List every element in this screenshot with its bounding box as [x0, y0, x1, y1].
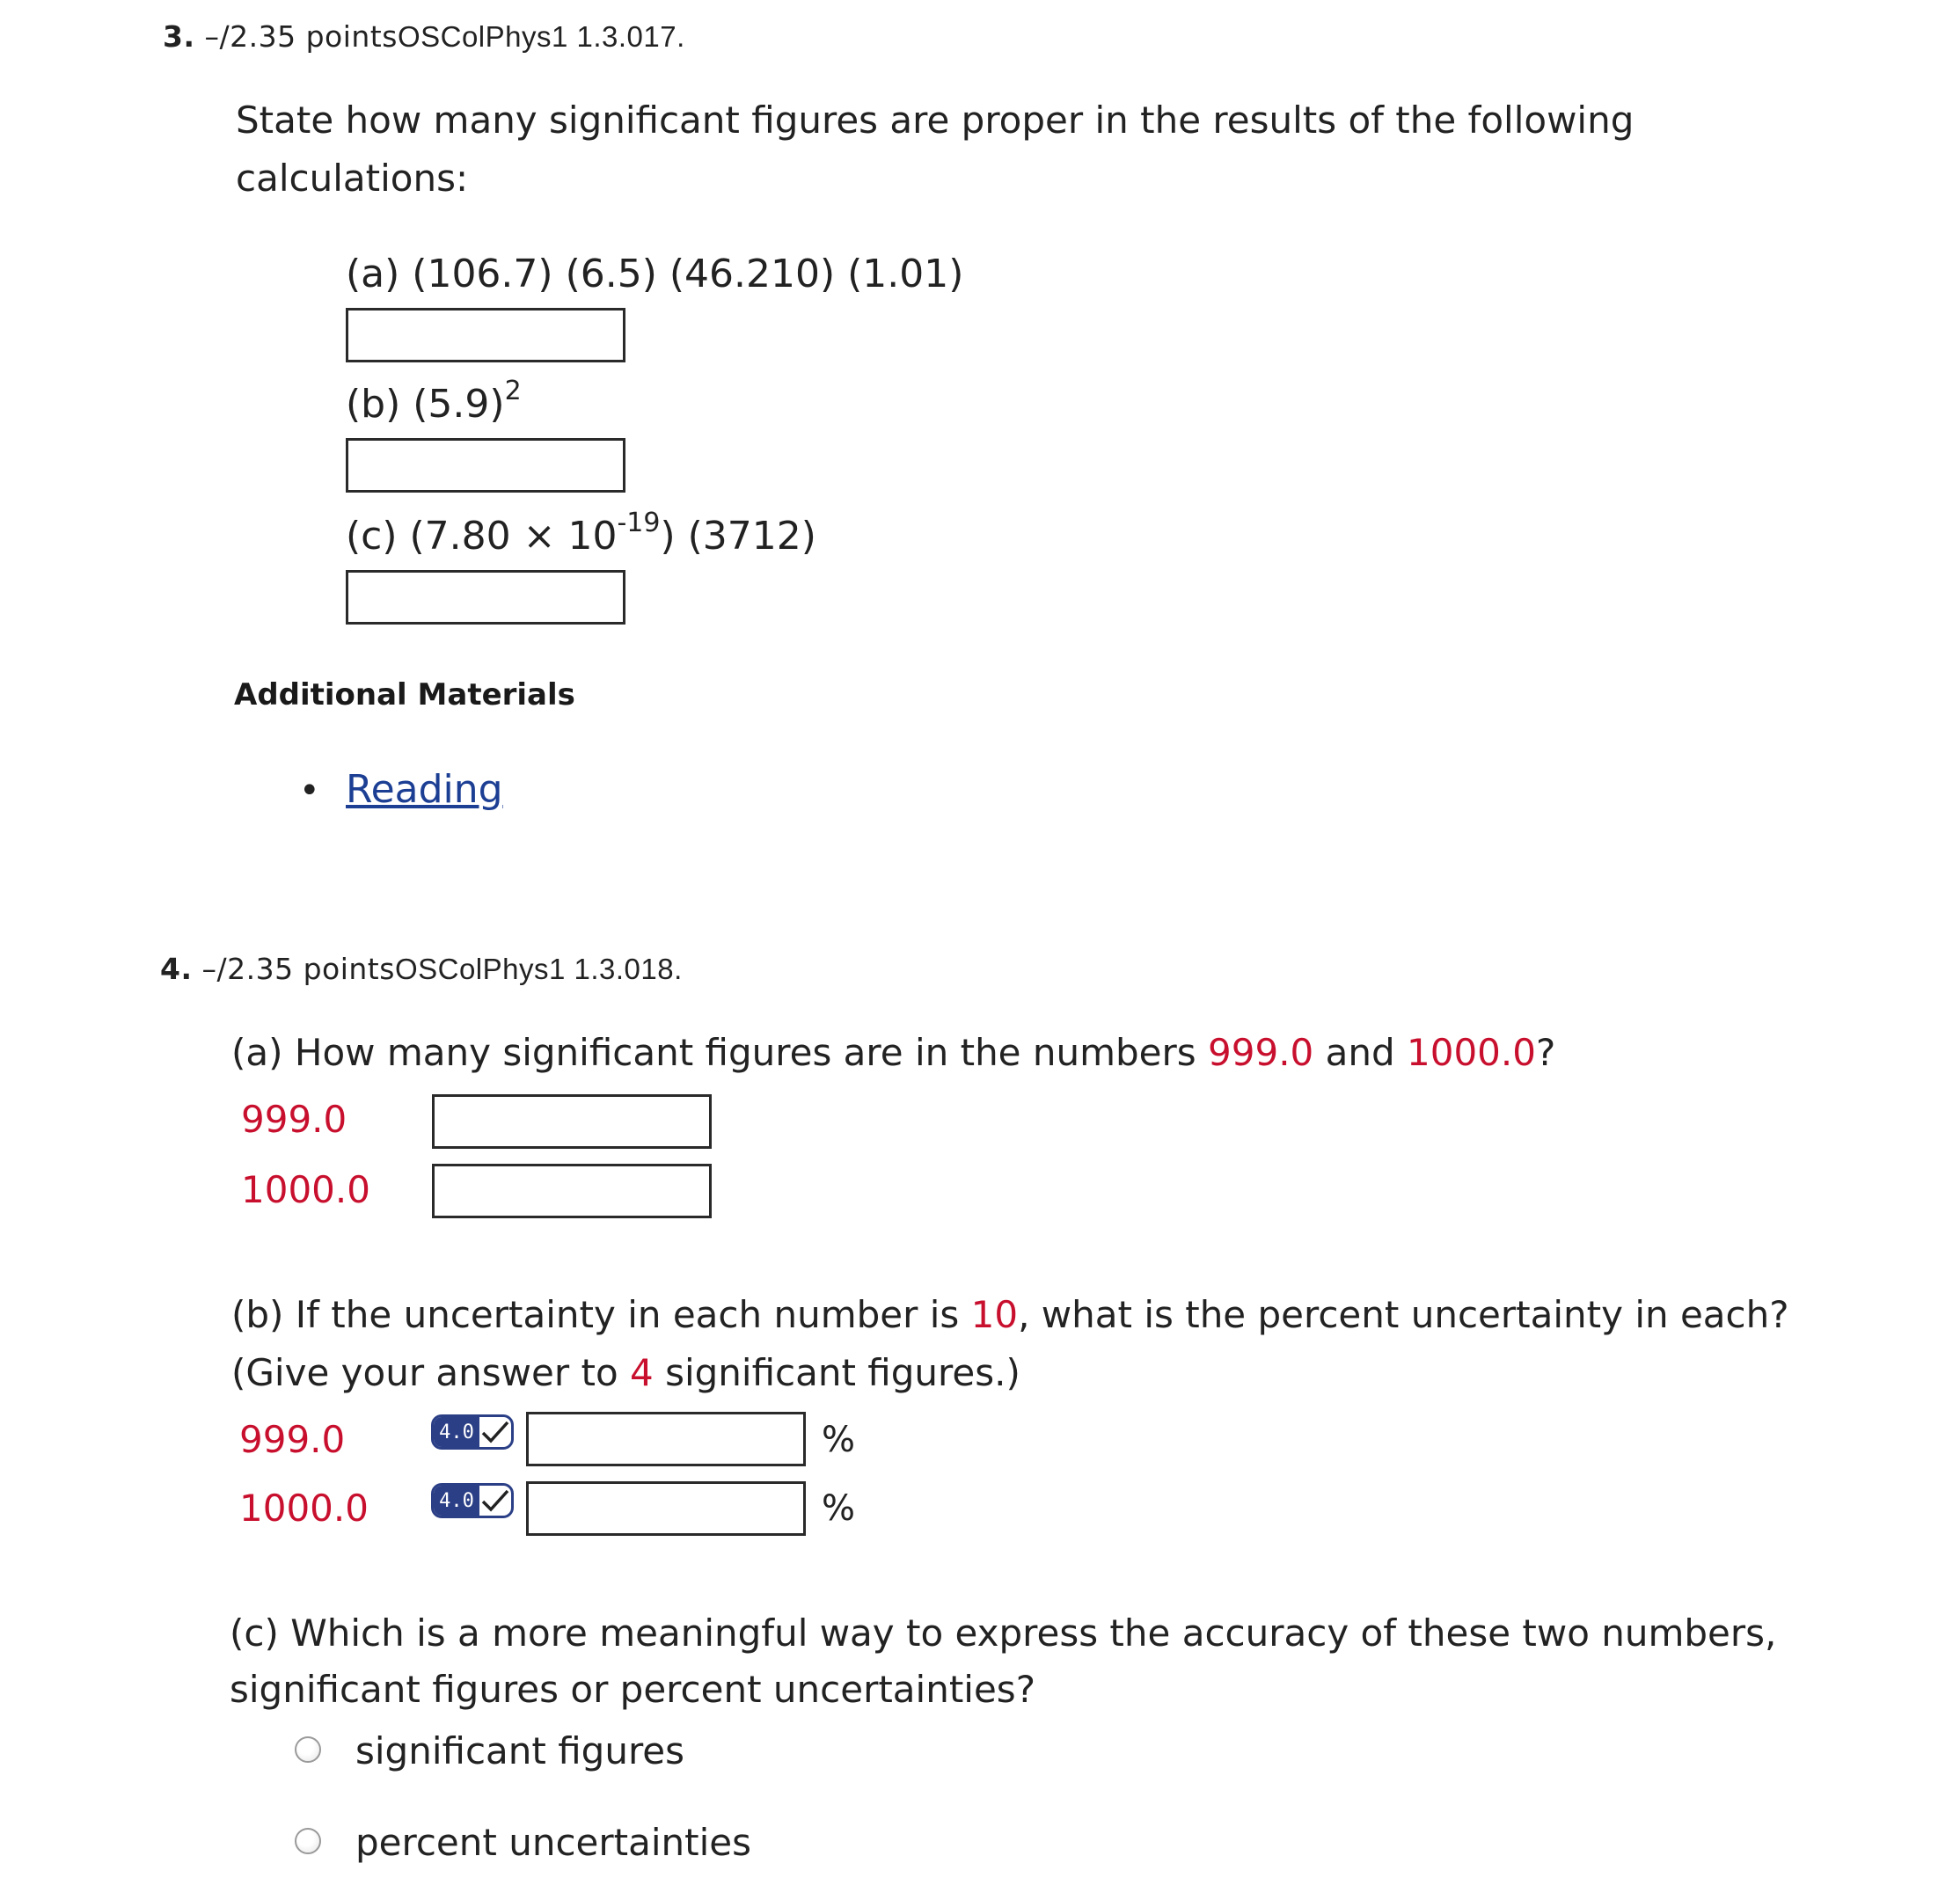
- check-icon: [479, 1486, 511, 1516]
- q3-part-c-exponent: -19: [617, 508, 661, 539]
- q3-prompt-line1: State how many significant figures are proper in the results of the following: [236, 99, 1635, 142]
- q4b-row1-input[interactable]: [526, 1412, 806, 1466]
- q3-points: –/2.35 points: [204, 19, 398, 54]
- q4b-row1-badge-value: 4.0: [434, 1417, 479, 1447]
- reading-link[interactable]: Reading: [346, 767, 503, 812]
- q4-number: 4.: [160, 952, 193, 986]
- q4b-line1-pre: (b) If the uncertainty in each number is: [231, 1293, 971, 1336]
- q4b-row1-unit: %: [822, 1420, 856, 1460]
- q4a-prompt-pre: (a) How many significant figures are in the numbers: [231, 1031, 1209, 1074]
- q4c-option-sig-figs-radio[interactable]: [295, 1736, 321, 1763]
- q4a-prompt: [231, 1031, 1555, 1074]
- q3-part-a-input[interactable]: [346, 308, 625, 362]
- q3-number: 3.: [163, 19, 195, 54]
- q4-points: –/2.35 points: [201, 952, 395, 986]
- q3-part-b-input[interactable]: [346, 438, 625, 493]
- q3-part-a-label: (a) (106.7) (6.5) (46.210) (1.01): [346, 252, 964, 296]
- q4b-row1-sigfig-badge[interactable]: [431, 1414, 514, 1450]
- q4c-option-percent-radio[interactable]: [295, 1828, 321, 1854]
- q3-part-c-label-post: ) (3712): [660, 514, 816, 559]
- q4b-prompt-line2: [231, 1351, 1020, 1394]
- q4b-row2-unit: %: [822, 1488, 856, 1529]
- q4a-number-2: 1000.0: [1407, 1031, 1536, 1074]
- q4b-line2-pre: (Give your answer to: [231, 1351, 630, 1394]
- q3-part-b-exponent: 2: [504, 376, 522, 407]
- q4b-prompt-line1: [231, 1293, 1789, 1336]
- q4b-sig-figs: 4: [630, 1351, 654, 1394]
- q4b-line1-post: , what is the percent uncertainty in each?: [1018, 1293, 1789, 1336]
- q3-source: OSColPhys1 1.3.017.: [397, 20, 685, 53]
- check-icon: [479, 1417, 511, 1447]
- q4c-option-sig-figs-label[interactable]: significant figures: [355, 1729, 685, 1772]
- q4c-prompt-line2: significant figures or percent uncertainties?: [230, 1668, 1035, 1711]
- q4b-row1-label: 999.0: [239, 1418, 346, 1461]
- q3-part-b-label-main: (b) (5.9): [346, 382, 505, 427]
- q4b-uncertainty: 10: [970, 1293, 1019, 1336]
- q4a-row2-label: 1000.0: [241, 1168, 370, 1211]
- q4a-row2-input[interactable]: [432, 1164, 712, 1218]
- q4a-row1-label: 999.0: [241, 1098, 347, 1141]
- q4c-option-percent-label[interactable]: percent uncertainties: [355, 1821, 752, 1864]
- q4a-prompt-mid: and: [1313, 1031, 1407, 1074]
- q4c-prompt-line1: (c) Which is a more meaningful way to express the accuracy of these two numbers,: [230, 1611, 1777, 1655]
- q4-header: [160, 952, 683, 986]
- q4b-line2-post: significant figures.): [653, 1351, 1020, 1394]
- q3-part-c-input[interactable]: [346, 570, 625, 625]
- q4a-row1-input[interactable]: [432, 1094, 712, 1149]
- q4-source: OSColPhys1 1.3.018.: [394, 953, 683, 985]
- q4a-prompt-post: ?: [1535, 1031, 1556, 1074]
- q4b-row2-badge-value: 4.0: [434, 1486, 479, 1516]
- q4a-number-1: 999.0: [1208, 1031, 1314, 1074]
- q3-prompt-line2: calculations:: [236, 157, 469, 200]
- reading-bullet: •: [299, 771, 320, 811]
- q4b-row2-input[interactable]: [526, 1481, 806, 1536]
- q4b-row2-sigfig-badge[interactable]: [431, 1483, 514, 1518]
- q3-part-c-label-pre: (c) (7.80 × 10: [346, 514, 618, 559]
- additional-materials-heading: Additional Materials: [234, 677, 575, 712]
- q3-header: [163, 19, 685, 54]
- q3-part-b-label: [346, 376, 522, 427]
- q4b-row2-label: 1000.0: [239, 1487, 369, 1530]
- q3-part-c-label: [346, 508, 816, 559]
